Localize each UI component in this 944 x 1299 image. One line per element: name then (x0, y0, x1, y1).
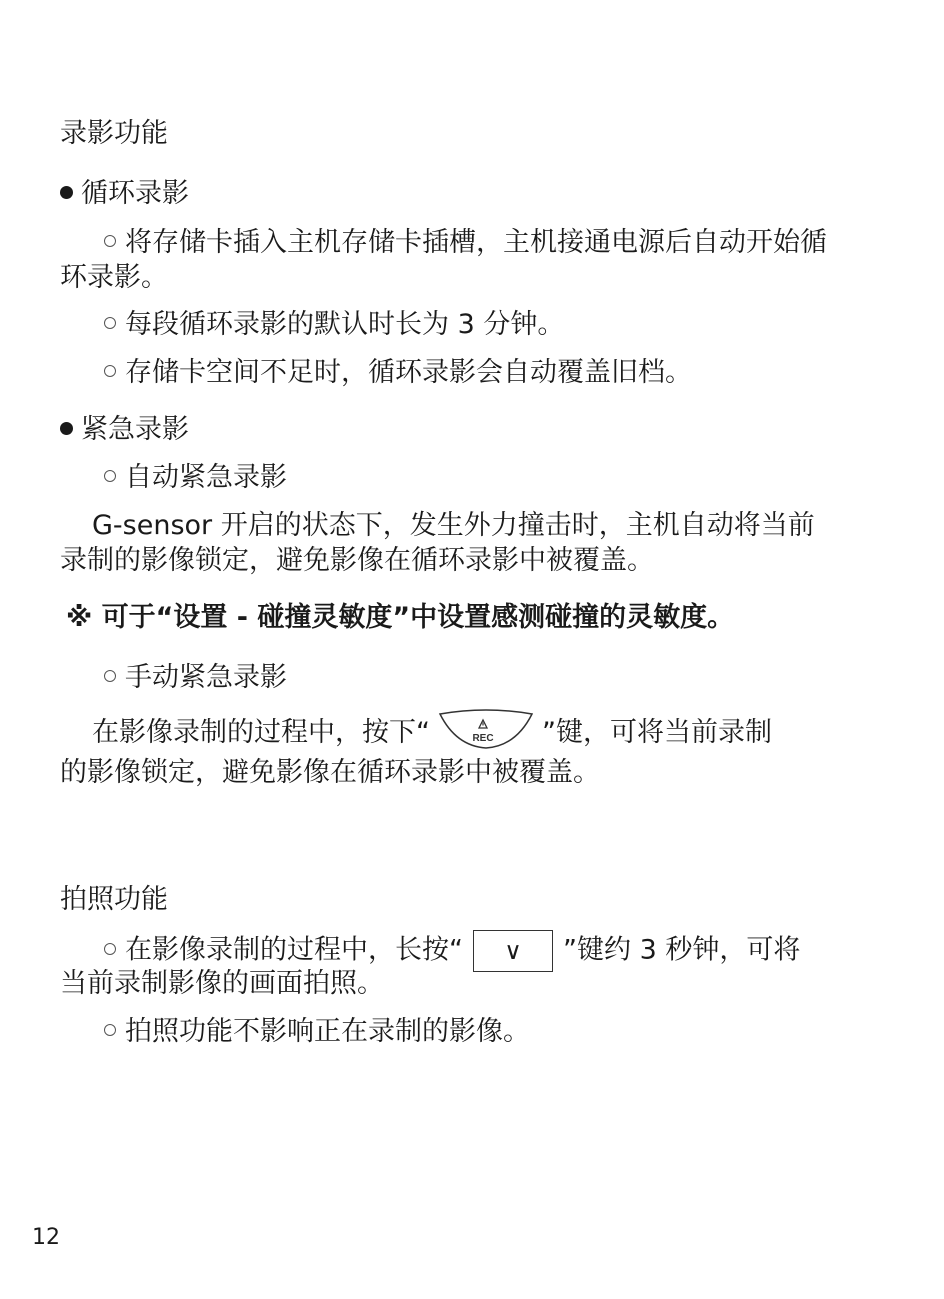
page-number: 12 (32, 1225, 60, 1250)
loop-item-2-text: 每段循环录影的默认时长为 3 分钟。 (125, 309, 565, 340)
loop-item-3-text: 存储卡空间不足时，循环录影会自动覆盖旧档。 (125, 357, 692, 388)
photo-item-1-before: 在影像录制的过程中，长按“ (125, 934, 463, 966)
manual-emergency-desc-1 (92, 708, 772, 759)
photo-item-2 (104, 1015, 530, 1049)
emergency-recording-heading (60, 413, 189, 447)
loop-item-1-continued: 环录影。 (60, 262, 168, 293)
auto-emergency-desc-1: G-sensor 开启的状态下，发生外力撞击时，主机自动将当前 (92, 510, 815, 541)
sensitivity-note: ※ 可于“设置 - 碰撞灵敏度”中设置感测碰撞的灵敏度。 (66, 602, 735, 633)
photo-item-2-text: 拍照功能不影响正在录制的影像。 (125, 1016, 530, 1047)
down-key-icon (473, 930, 553, 972)
rec-key-icon (438, 708, 534, 759)
circle-bullet-icon (104, 670, 116, 682)
manual-emergency-label: 手动紧急录影 (125, 662, 287, 693)
manual-emergency-heading (104, 661, 287, 695)
section-title-recording: 录影功能 (60, 118, 168, 149)
photo-item-1 (104, 930, 800, 972)
loop-item-1 (104, 226, 827, 260)
loop-item-3 (104, 356, 692, 390)
auto-emergency-label: 自动紧急录影 (125, 462, 287, 493)
loop-recording-heading (60, 177, 189, 211)
manual-desc-after: ”键，可将当前录制 (542, 717, 772, 748)
section-title-photo: 拍照功能 (60, 884, 168, 915)
circle-bullet-icon (104, 1024, 116, 1036)
rec-key-label: REC (472, 733, 494, 744)
bullet-icon (60, 422, 73, 435)
loop-recording-label: 循环录影 (81, 178, 189, 209)
auto-emergency-desc-2: 录制的影像锁定，避免影像在循环录影中被覆盖。 (60, 545, 654, 576)
emergency-recording-label: 紧急录影 (81, 414, 189, 445)
circle-bullet-icon (104, 943, 116, 955)
circle-bullet-icon (104, 317, 116, 329)
down-key-label: ∨ (504, 937, 522, 965)
photo-item-1-after: ”键约 3 秒钟，可将 (563, 934, 801, 966)
auto-emergency-heading (104, 461, 287, 495)
circle-bullet-icon (104, 365, 116, 377)
loop-item-2 (104, 308, 564, 342)
circle-bullet-icon (104, 235, 116, 247)
manual-desc-before: 在影像录制的过程中，按下“ (92, 717, 430, 748)
manual-emergency-desc-2: 的影像锁定，避免影像在循环录影中被覆盖。 (60, 757, 600, 788)
circle-bullet-icon (104, 470, 116, 482)
loop-item-1-text: 将存储卡插入主机存储卡插槽，主机接通电源后自动开始循 (125, 227, 827, 258)
photo-item-1-continued: 当前录制影像的画面拍照。 (60, 968, 384, 999)
bullet-icon (60, 186, 73, 199)
